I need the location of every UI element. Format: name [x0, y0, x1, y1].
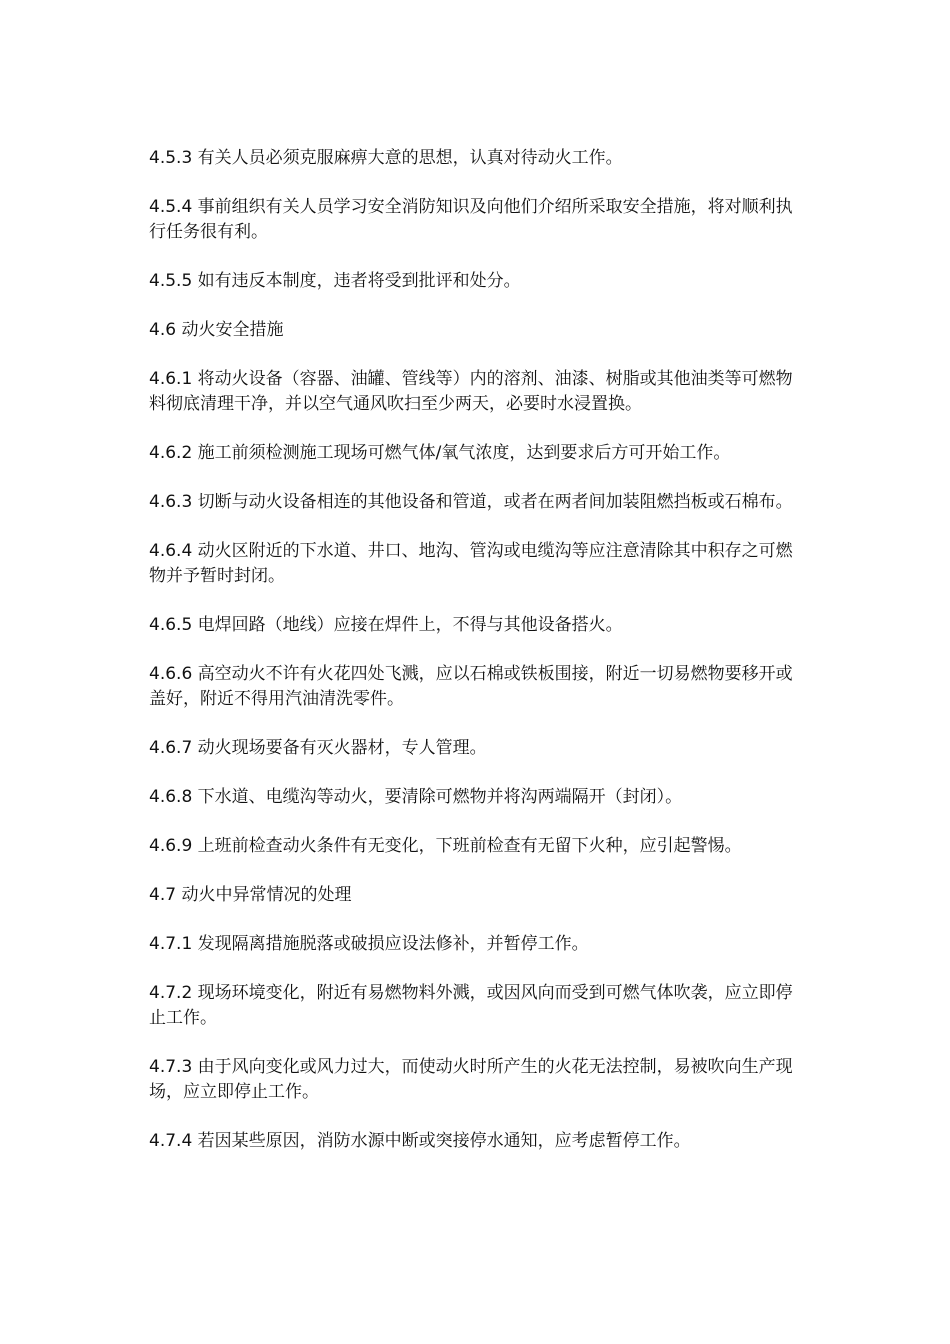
paragraph-4-6-4: 4.6.4 动火区附近的下水道、井口、地沟、管沟或电缆沟等应注意清除其中积存之可燃物并予暂时封闭。 [149, 541, 793, 586]
section-heading-4-7: 4.7 动火中异常情况的处理 [149, 885, 352, 905]
paragraph-4-5-3: 4.5.3 有关人员必须克服麻痹大意的思想，认真对待动火工作。 [149, 148, 623, 168]
section-heading-4-6: 4.6 动火安全措施 [149, 320, 284, 340]
paragraph-4-6-8: 4.6.8 下水道、电缆沟等动火，要清除可燃物并将沟两端隔开（封闭）。 [149, 787, 683, 807]
paragraph-4-6-7: 4.6.7 动火现场要备有灭火器材，专人管理。 [149, 738, 487, 758]
document-body [149, 146, 794, 1178]
paragraph-4-6-9: 4.6.9 上班前检查动火条件有无变化，下班前检查有无留下火种，应引起警惕。 [149, 836, 742, 856]
paragraph-4-6-2: 4.6.2 施工前须检测施工现场可燃气体/氧气浓度，达到要求后方可开始工作。 [149, 443, 731, 463]
paragraph-4-7-2: 4.7.2 现场环境变化，附近有易燃物料外溅，或因风向而受到可燃气体吹袭，应立即停止工作。 [149, 983, 793, 1028]
paragraph-4-6-3: 4.6.3 切断与动火设备相连的其他设备和管道，或者在两者间加装阻燃挡板或石棉布。 [149, 492, 793, 512]
paragraph-4-5-5: 4.5.5 如有违反本制度，违者将受到批评和处分。 [149, 271, 521, 291]
paragraph-4-7-1: 4.7.1 发现隔离措施脱落或破损应设法修补，并暂停工作。 [149, 934, 589, 954]
paragraph-4-7-3: 4.7.3 由于风向变化或风力过大，而使动火时所产生的火花无法控制，易被吹向生产现场，应立即停止工作。 [149, 1057, 793, 1102]
paragraph-4-7-4: 4.7.4 若因某些原因，消防水源中断或突接停水通知，应考虑暂停工作。 [149, 1131, 691, 1151]
paragraph-4-6-1: 4.6.1 将动火设备（容器、油罐、管线等）内的溶剂、油漆、树脂或其他油类等可燃物料彻底清理干净，并以空气通风吹扫至少两天，必要时水浸置换。 [149, 369, 793, 414]
paragraph-4-6-5: 4.6.5 电焊回路（地线）应接在焊件上，不得与其他设备搭火。 [149, 615, 623, 635]
paragraph-4-5-4: 4.5.4 事前组织有关人员学习安全消防知识及向他们介绍所采取安全措施，将对顺利执行任务很有利。 [149, 197, 793, 242]
paragraph-4-6-6: 4.6.6 高空动火不许有火花四处飞溅，应以石棉或铁板围接，附近一切易燃物要移开或盖好，附近不得用汽油清洗零件。 [149, 664, 793, 709]
